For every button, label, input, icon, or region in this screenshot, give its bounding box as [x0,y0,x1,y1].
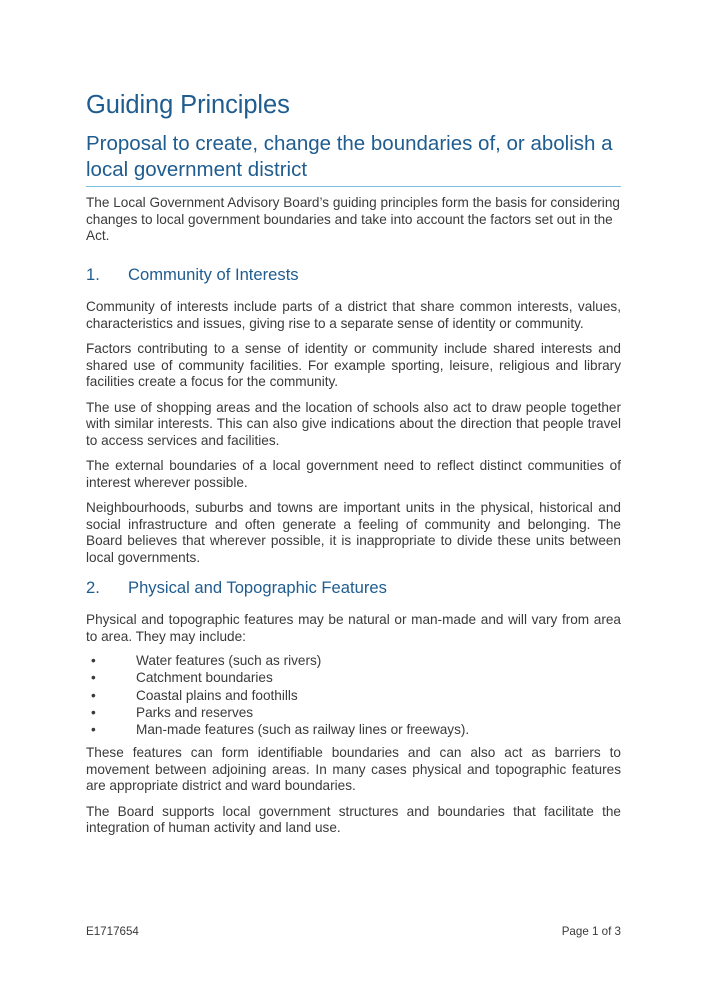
section-heading-community [86,265,299,285]
list-item-text: Coastal plains and foothills [136,687,298,703]
intro-text: The Local Government Advisory Board’s guiding principles form the basis for considering changes to local government boundaries and take into account the factors set out in the Act. [86,195,620,243]
list-item [86,704,621,721]
page-number: Page 1 of 3 [561,925,621,938]
bullet-icon: • [91,722,96,738]
paragraph: The Board supports local government structures and boundaries that facilitate the integration of human activity and land use. [86,803,621,835]
list-item [86,652,621,669]
list-item-text: Catchment boundaries [136,670,273,686]
paragraph: These features can form identifiable boundaries and can also act as barriers to movement between adjoining areas. In many cases physical and topographic features are appropriate district and ward boundaries. [86,745,621,793]
section-title: Community of Interests [128,265,299,284]
section-number: 1. [86,265,100,284]
list-item-text: Man-made features (such as railway lines or freeways). [136,722,470,738]
list-item [86,687,621,704]
section-1-body [86,299,621,566]
paragraph: Factors contributing to a sense of identity or community include shared interests and shared use of community facilities. For example sporting, leisure, religious and library facilities create a focus for the community. [86,341,621,389]
bullet-icon: • [91,704,96,720]
section-2-body [86,745,621,837]
page-subtitle: Proposal to create, change the boundaries of, or abolish a local government district [86,132,613,181]
bullet-icon: • [91,670,96,686]
list-item [86,669,621,686]
section-title: Physical and Topographic Features [128,578,387,597]
paragraph: The use of shopping areas and the location of schools also act to draw people together with similar interests. This can also give indications about the direction that people travel to access services and facilities. [86,399,621,448]
feature-list [86,652,621,738]
title-divider [86,186,621,187]
list-item [86,721,621,738]
paragraph: Community of interests include parts of a district that share common interests, values, characteristics and issues, giving rise to a separate sense of identity or community. [86,299,621,331]
bullet-icon: • [91,653,96,668]
paragraph: Neighbourhoods, suburbs and towns are important units in the physical, historical and social infrastructure and often generate a feeling of community and belonging. The Board believes that wherever possible, it is inappropriate to divide these units between local governments. [86,500,621,565]
intro-paragraph [86,195,621,245]
list-item-text: Water features (such as rivers) [136,653,322,668]
paragraph: The external boundaries of a local government need to reflect distinct communities of interest wherever possible. [86,458,621,490]
page-title: Guiding Principles [86,91,290,119]
section-number: 2. [86,578,100,597]
paragraph: Physical and topographic features may be natural or man-made and will vary from area to area. They may include: [86,612,621,644]
section-heading-physical [86,578,387,598]
section-2-intro [86,612,621,645]
document-id: E1717654 [86,925,139,938]
list-item-text: Parks and reserves [136,704,254,720]
bullet-icon: • [91,687,96,703]
